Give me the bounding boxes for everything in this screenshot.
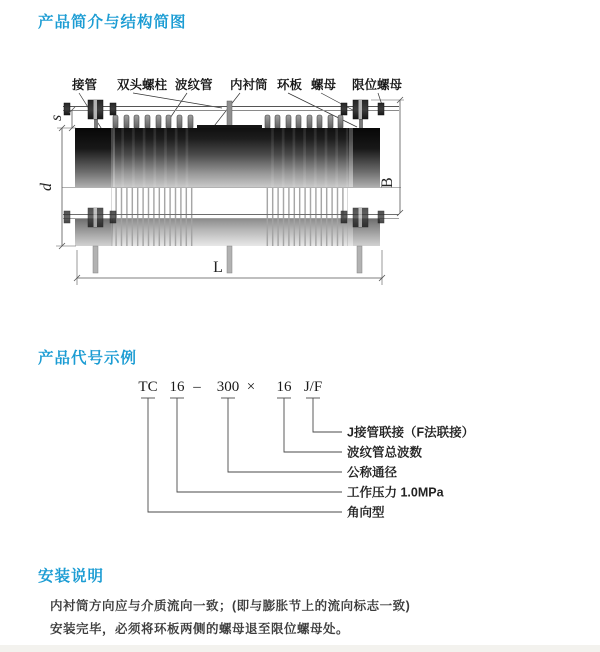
label-bellows: 波纹管 (175, 78, 213, 92)
dim-b-label: B (379, 177, 396, 188)
joint-body-upper (75, 125, 380, 187)
code-legend-diameter: 公称通径 (347, 465, 398, 480)
label-limit-nut: 限位螺母 (352, 78, 403, 92)
label-nut: 螺母 (311, 78, 337, 92)
page-bottom-edge (0, 645, 600, 652)
joint-body-lower (63, 188, 399, 273)
dim-l-label: L (213, 259, 223, 276)
structure-diagram (0, 60, 600, 315)
code-token-diameter: 300 (216, 379, 240, 395)
code-legend-waves: 波纹管总波数 (347, 445, 423, 460)
code-legend-type: 角向型 (347, 505, 385, 520)
code-token-pressure: 16 (169, 379, 185, 395)
section-title-intro: 产品简介与结构简图 (38, 14, 187, 31)
label-ring-plate: 环板 (277, 78, 303, 92)
code-token-type: TC (138, 379, 158, 395)
install-instruction-line: 内衬筒方向应与介质流向一致；(即与膨胀节上的流向标志一致) (50, 599, 411, 613)
label-connecting-pipe: 接管 (72, 78, 98, 92)
code-token-conn: J/F (303, 379, 323, 395)
install-instruction-line: 安装完毕，必须将环板两侧的螺母退至限位螺母处。 (50, 622, 350, 636)
center-stud-upper (227, 101, 232, 128)
label-double-stud: 双头螺柱 (117, 78, 168, 92)
code-token-times: × (246, 379, 256, 395)
label-inner-liner: 内衬筒 (230, 78, 268, 92)
product-code-diagram (0, 370, 600, 550)
code-legend-connection: J接管联接（F法联接） (347, 425, 475, 440)
code-token-waves: 16 (276, 379, 292, 395)
nuts-upper (64, 100, 384, 119)
code-legend-pressure: 工作压力 1.0MPa (347, 485, 444, 500)
dim-d-label: d (38, 183, 55, 191)
section-title-install: 安装说明 (38, 568, 105, 585)
code-token-dash: – (193, 379, 201, 395)
section-title-code: 产品代号示例 (38, 350, 138, 367)
dim-s-label: s (48, 114, 65, 121)
code-connectors (141, 398, 342, 512)
